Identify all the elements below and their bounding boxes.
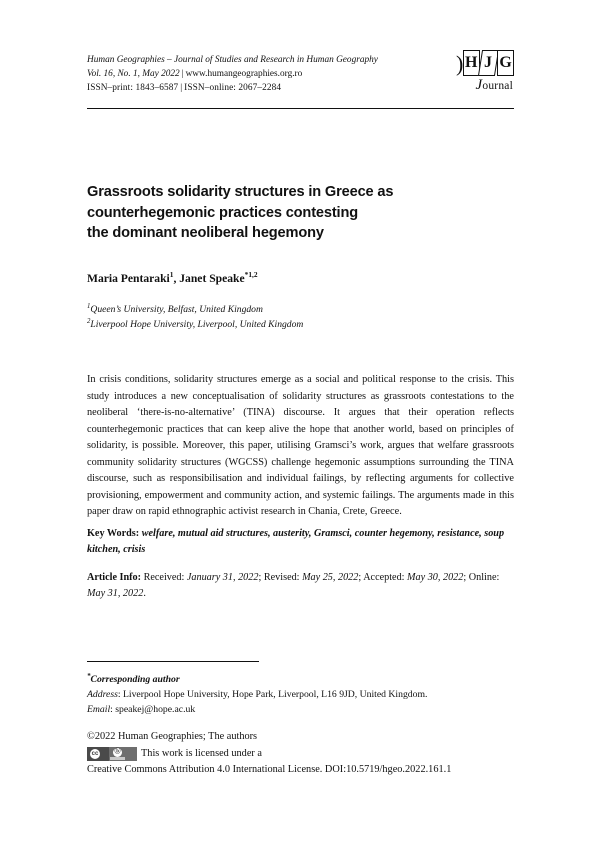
online-label: Online: bbox=[468, 572, 500, 584]
address-label: Address bbox=[87, 689, 118, 701]
copyright-block bbox=[87, 729, 514, 778]
received-label: Received: bbox=[143, 572, 185, 584]
keywords-list: welfare, mutual aid structures, austerity, Gramsci, counter hegemony, resistance, soup kitchen, crisis bbox=[87, 528, 505, 556]
revised-date: May 25, 2022 bbox=[302, 572, 359, 584]
logo-letter-row bbox=[456, 50, 514, 80]
keywords-label: Key Words: bbox=[87, 528, 140, 540]
author-separator: , bbox=[173, 271, 180, 285]
footnote-divider-rule bbox=[87, 661, 259, 662]
corresponding-author-marker: * bbox=[87, 672, 91, 680]
article-info-block: Article Info: Received: January 31, 2022; Revised: May 25, 2022; Accepted: May 30, 2022; Online: May 31, 2022. bbox=[87, 572, 500, 600]
title-line-1: Grassroots solidarity structures in Greece as bbox=[87, 183, 394, 200]
header-divider-rule bbox=[87, 108, 514, 109]
volume-website-line bbox=[87, 68, 378, 82]
cc-badge-underline bbox=[110, 757, 125, 760]
author-affiliation-marker-1: 1 bbox=[169, 270, 174, 279]
affiliation-text-1: Queen’s University, Belfast, United Kingdom bbox=[90, 304, 263, 316]
affiliation-item bbox=[87, 302, 507, 317]
logo-wordmark-rest: ournal bbox=[482, 80, 513, 92]
footnote-block bbox=[87, 671, 514, 718]
article-info-label: Article Info: bbox=[87, 572, 142, 584]
volume-info: Vol. 16, No. 1, May 2022 bbox=[87, 68, 180, 79]
issn-print: ISSN–print: 1843–6587 bbox=[87, 82, 179, 93]
license-badge-line bbox=[87, 746, 514, 761]
address-value: : Liverpool Hope University, Hope Park, Liverpool, L16 9JD, United Kingdom. bbox=[117, 689, 428, 701]
logo-letter-j-glyph: J bbox=[484, 54, 493, 71]
author-name-2: Janet Speake bbox=[179, 271, 245, 285]
online-date: May 31, 2022 bbox=[87, 588, 144, 600]
abstract-text: In crisis conditions, solidarity structures emerge as a social and political response to the crisis. This study introduces a new conceptualisation of solidarity structures as grassroots contestations to the neoliberal ‘there-is-no-alternative’ (TINA) discourse. It argues that their operation reflects counterhegemonic practices that can keep alive the hope that another world, based on principles of solidarity, is possible. Moreover, this paper, utilising Gramsci’s work, argues that welfare grassroots community solidarity structures (WGCSS) challenge hegemonic assumptions surrounding the TINA discourse, such as responsibilisation and individual failings, by reflecting arguments for collective provisioning, empowerment and community action, and systemic failings. The arguments made in this paper draw on rapid ethnographic activist research in Chania, Crete, Greece. bbox=[87, 374, 514, 518]
author-name-1: Maria Pentaraki bbox=[87, 271, 170, 285]
page-title bbox=[87, 182, 487, 244]
footnote-email-line bbox=[87, 702, 514, 717]
logo-wordmark-initial: J bbox=[475, 77, 483, 93]
accepted-date: May 30, 2022 bbox=[407, 572, 464, 584]
copyright-line: ©2022 Human Geographies; The authors bbox=[87, 731, 258, 742]
keywords-block bbox=[87, 526, 514, 558]
issn-online: ISSN–online: 2067–2284 bbox=[184, 82, 282, 93]
author-affiliation-marker-2: *1,2 bbox=[244, 270, 258, 279]
journal-title-line: Human Geographies – Journal of Studies and Research in Human Geography bbox=[87, 55, 378, 65]
title-line-3: the dominant neoliberal hegemony bbox=[87, 225, 324, 242]
logo-letter-g: G bbox=[497, 50, 514, 76]
logo-lead-glyph: ) bbox=[456, 51, 464, 76]
affiliation-marker-2: 2 bbox=[87, 318, 91, 326]
creative-commons-badge-icon[interactable] bbox=[87, 747, 137, 761]
logo-letter-j bbox=[478, 50, 499, 76]
accepted-label: Accepted: bbox=[363, 572, 405, 584]
license-doi-line[interactable]: Creative Commons Attribution 4.0 International License. DOI:10.5719/hgeo.2022.161.1 bbox=[87, 764, 452, 776]
corresponding-author-label: Corresponding author bbox=[90, 674, 180, 686]
logo-wordmark bbox=[456, 79, 514, 93]
cc-by-person-icon: ⓑ bbox=[114, 748, 121, 755]
footnote-address-line bbox=[87, 687, 514, 702]
journal-masthead bbox=[87, 52, 514, 96]
received-date: January 31, 2022 bbox=[186, 572, 259, 584]
masthead-text-block bbox=[87, 52, 378, 96]
masthead-separator-1: | bbox=[181, 68, 184, 79]
logo-letter-h: H bbox=[463, 50, 480, 76]
corresponding-author-note bbox=[87, 671, 514, 687]
title-line-2: counterhegemonic practices contesting bbox=[87, 204, 358, 221]
author-list bbox=[87, 270, 507, 285]
issn-line bbox=[87, 82, 378, 96]
cc-logo-icon: cc bbox=[91, 750, 99, 757]
revised-label: Revised: bbox=[263, 572, 300, 584]
affiliation-item bbox=[87, 317, 507, 332]
license-prefix-text: This work is licensed under a bbox=[141, 747, 262, 759]
affiliation-list bbox=[87, 302, 507, 333]
hjg-journal-logo bbox=[456, 50, 514, 96]
affiliation-marker-1: 1 bbox=[87, 303, 91, 310]
masthead-separator-2: | bbox=[180, 82, 183, 93]
journal-website[interactable]: www.humangeographies.org.ro bbox=[185, 68, 303, 79]
affiliation-text-2: Liverpool Hope University, Liverpool, United Kingdom bbox=[90, 319, 304, 331]
email-value[interactable]: : speakej@hope.ac.uk bbox=[110, 704, 196, 716]
email-label: Email bbox=[87, 704, 111, 716]
